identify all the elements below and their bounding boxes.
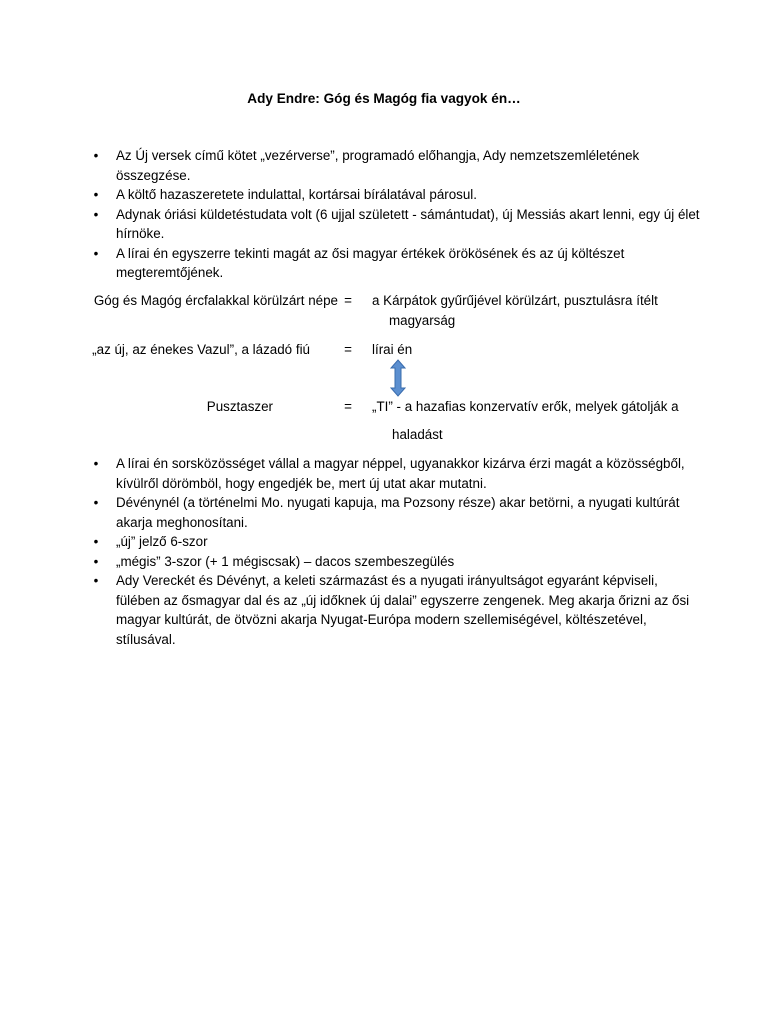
list-item: [90, 185, 700, 205]
equation-right-ti-cont: haladást: [392, 427, 443, 442]
list-item-text: „mégis” 3-szor (+ 1 mégiscsak) – dacos szembeszegülés: [116, 553, 455, 569]
equation-right-karpatok: a Kárpátok gyűrűjével körülzárt, pusztulásra ítélt: [372, 293, 658, 308]
document-title: Ady Endre: Góg és Magóg fia vagyok én…: [247, 91, 521, 106]
list-item-text: A költő hazaszeretete indulattal, kortársai bírálatával párosul.: [116, 187, 478, 202]
bullet-icon: •: [93, 148, 99, 163]
bullet-icon: •: [93, 573, 99, 588]
equation-left-pusztaszer: Pusztaszer: [206, 399, 273, 414]
list-item: [90, 244, 700, 283]
bullet-icon: •: [93, 534, 99, 549]
list-item: [90, 493, 700, 532]
equation-right-karpatok-cont: magyarság: [389, 313, 456, 328]
list-item-text: A lírai én egyszerre tekinti magát az ősi magyar értékek örökösének és az új költészet megteremtőjének.: [116, 245, 625, 280]
bullet-icon: •: [93, 206, 99, 222]
bullet-icon: •: [93, 456, 99, 471]
equation-right-lirai-en: lírai én: [372, 342, 413, 357]
list-item: [90, 532, 700, 552]
list-item-text: A lírai én sorsközösséget vállal a magyar néppel, ugyanakkor kizárva érzi magát a közösségből, kívülről dörömböl, hogy engedjék be, mert új utat akar mutatni.: [116, 456, 685, 491]
list-item-text: Az Új versek című kötet „vezérverse”, programadó előhangja, Ady nemzetszemléletének összegzése.: [116, 148, 640, 183]
equation-left-vazul: „az új, az énekes Vazul”, a lázadó fiú: [92, 342, 310, 357]
bullet-list-intro: [90, 146, 700, 283]
double-arrow-icon: [390, 359, 406, 397]
list-item: [90, 552, 700, 572]
equation-right-ti: „TI” - a hazafias konzervatív erők, melyek gátolják a: [372, 399, 679, 414]
list-item-text: Adynak óriási küldetéstudata volt (6 ujjal született - sámántudat), új Messiás akart lenni, egy új élet hírnöke.: [116, 206, 700, 241]
bullet-icon: •: [93, 495, 99, 510]
list-item: [90, 571, 700, 649]
list-item: [90, 454, 700, 493]
bullet-list-analysis: [90, 454, 700, 649]
list-item-text: „új” jelző 6-szor: [116, 534, 208, 549]
equation-left-gog-magog: Góg és Magóg ércfalakkal körülzárt népe: [93, 293, 338, 308]
bullet-icon: •: [93, 553, 99, 569]
double-arrow-shape: [391, 360, 405, 396]
list-item-text: Ady Vereckét és Dévényt, a keleti származást és a nyugati irányultságot egyaránt képviseli, fülében az ősmagyar dal és az „új időknek új dalai” egyszerre zengenek. Meg akarja őrizni az ősi magyar kultúrát, de ötvözni akarja Nyugat-Európa modern szellemiségével, költészetével, stílusával.: [116, 573, 690, 647]
list-item: [90, 146, 700, 185]
bullet-icon: •: [93, 187, 99, 202]
list-item-text: Dévénynél (a történelmi Mo. nyugati kapuja, ma Pozsony része) akar betörni, a nyugati kultúrát akarja meghonosítani.: [116, 495, 680, 530]
list-item: [90, 205, 700, 244]
equals-sign: =: [344, 342, 352, 357]
equals-sign: =: [344, 293, 352, 308]
equals-sign: =: [344, 399, 352, 414]
bullet-icon: •: [93, 245, 99, 261]
